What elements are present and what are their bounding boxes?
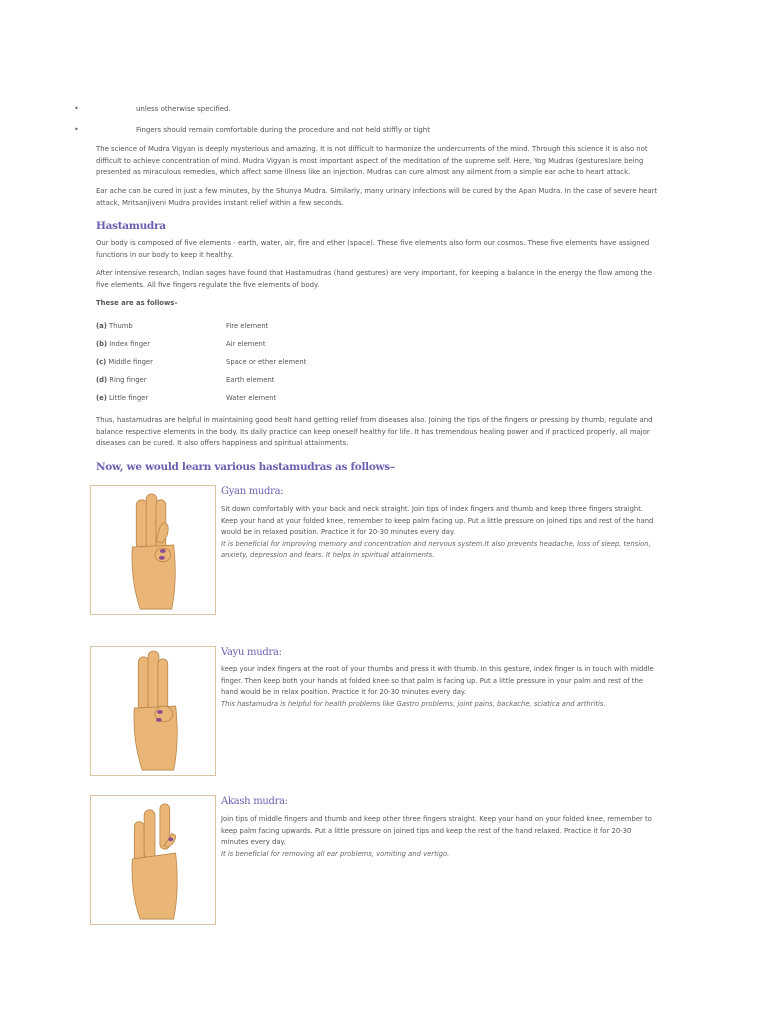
mudra-description [221,814,669,860]
finger-letter: (a) [96,322,107,330]
mudra-line: would be in relaxed position. Practice it for 20-30 minutes every day. [221,528,456,537]
bullet-dot: • [74,104,79,113]
finger-name: Thumb [108,322,133,330]
finger-letter: (c) [96,358,107,366]
vayu-mudra-image [90,646,216,776]
intro-paragraph: Ear ache can be cured in just a few minutes, by the Shunya Mudra. Similarly, many urinary infections will be cured by the Apan Mudra. In the case of severe heart attack, Mritsanjiveni Mudra provides instant relief within a few seconds. [96,187,658,207]
hand-akash-icon [91,796,215,924]
intro-paragraph: The science of Mudra Vigyan is deeply mysterious and amazing. It is not difficult to harmonize the undercurrents of the mind. Through this science it is also not difficult to achieve concentration of mind. Mudra Vigyan is most important aspect of the meditation of the supreme self. Here, Yog Mudras (gestures)are being presented as miraculous remedies, which affect some illness like an injection. Mudras can cure almost any ailment from a simple ear ache to heart attack. [96,145,648,177]
bullet-item: unless otherwise specified. [136,105,231,113]
hand-vayu-icon [91,647,215,775]
mudra-line: keep your index fingers at the root of your thumbs and press it with thumb. In this gesture, index finger is in touch with middle [221,665,654,673]
mudra-benefit: anxiety, depression and fears. It helps in spiritual attainments. [221,551,435,560]
finger-name: Little finger [109,394,149,402]
mudra-benefit: It is beneficial for improving memory and concentration and nervous system.It also prevents headache, loss of sleep, tension, [221,539,651,548]
finger-letter: (d) [96,376,108,384]
mudra-line: finger. Then keep both your hands at folded knee so that palm is facing up. Put a little pressure in your palm and rest of the [221,676,643,685]
mudra-line: Sit down comfortably with your back and neck straight. Join tips of index fingers and thumb and keep three fingers straight. [221,505,644,513]
mudra-title: Akash mudra: [221,796,288,807]
mudra-line: hand would be in relax position. Practice it for 20-30 minutes every day. [221,688,467,697]
finger-letter: (b) [96,340,108,348]
hastamudra-heading: Hastamudra [96,220,166,232]
mudra-line: Join tips of middle fingers and thumb and keep other three fingers straight. Keep your hand on your folded knee, remember to [221,815,652,823]
finger-element: Water element [226,394,277,402]
finger-element: Space or ether element [226,358,307,366]
finger-row [96,358,496,366]
akash-mudra-image [90,795,216,925]
finger-name: Ring finger [109,376,147,384]
hand-gyan-icon [91,486,215,614]
finger-row [96,322,496,330]
finger-name: Index finger [109,340,151,348]
gyan-mudra-image [90,485,216,615]
finger-row [96,340,496,348]
mudra-description [221,664,669,710]
mudra-description [221,504,669,562]
mudra-benefit: It is beneficial for removing all ear problems, vomiting and vertigo. [221,849,450,858]
hastamudra-closing: Thus, hastamudras are helpful in maintaining good healt hand getting relief from diseases also. Joining the tips of the fingers or pressing by thumb, regulate and balance respective elements in the body. Its daily practice can keep oneself healthy for life. It has tremendous healing power and if practiced properly, all major diseases can be cured. It also offers happiness and spiritual attainments. [96,416,653,448]
section-heading: Now, we would learn various hastamudras as follows– [96,461,395,473]
mudra-title: Vayu mudra: [221,647,282,658]
list-label: These are as follows– [96,299,178,307]
hastamudra-paragraph: After intensive research, Indian sages have found that Hastamudras (hand gestures) are very important, for keeping a balance in the energy the flow among the five elements. All five fingers regulate the five elements of body. [96,269,652,289]
finger-letter: (e) [96,394,107,402]
mudra-benefit: This hastamudra is helpful for health problems like Gastro problems, joint pains, backache, sciatica and arthritis. [221,699,606,708]
finger-element: Air element [226,340,266,348]
hastamudra-paragraph: Our body is composed of five elements - earth, water, air, fire and ether (space). These five elements also form our cosmos. These five elements have assigned functions in our body to keep it healthy. [96,239,650,259]
finger-element: Fire element [226,322,269,330]
finger-element: Earth element [226,376,275,384]
bullet-item: Fingers should remain comfortable during the procedure and not held stiffly or tight [136,126,430,134]
mudra-title: Gyan mudra: [221,486,284,497]
mudra-line: minutes every day. [221,838,286,847]
finger-name: Middle finger [108,358,153,366]
mudra-line: Keep your hand at your folded knee, remember to keep palm facing up. Put a little pressure on joined tips and rest of the hand [221,516,654,525]
bullet-dot: • [74,125,79,134]
mudra-line: keep palm facing upwards. Put a little pressure on joined tips and keep the rest of the hand relaxed. Practice it for 20-30 [221,826,632,835]
finger-row [96,394,496,402]
finger-row [96,376,496,384]
